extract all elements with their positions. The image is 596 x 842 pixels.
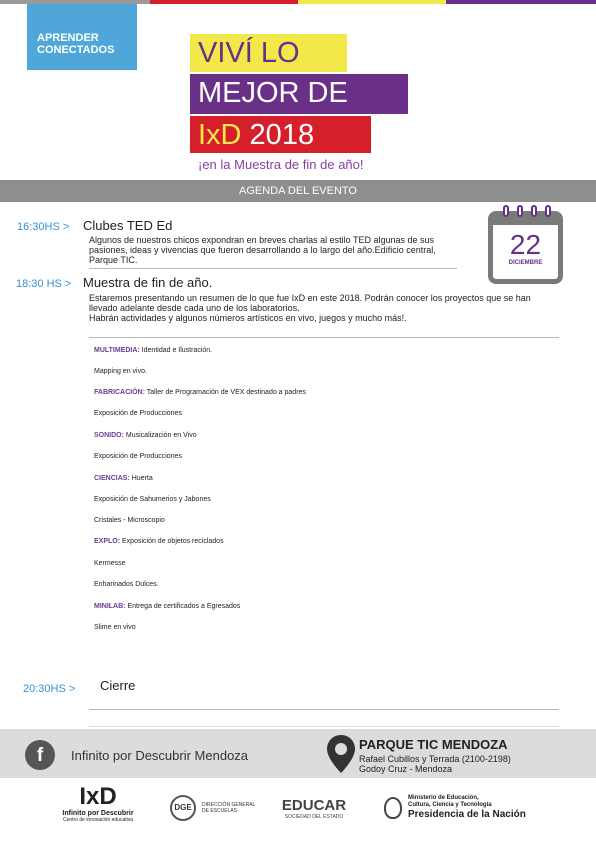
facebook-icon[interactable]: f <box>25 740 55 770</box>
dge-logo-sub: DIRECCIÓN GENERAL DE ESCUELAS <box>202 802 256 814</box>
ministerio-line1: Ministerio de Educación, <box>408 795 479 801</box>
title-line1: VIVÍ LO <box>190 34 347 72</box>
event-1-divider <box>89 268 457 269</box>
activity-text: Entrega de certificados a Egresados <box>125 603 241 610</box>
activity-text: Taller de Programación de VEX destinado a padres <box>144 389 306 396</box>
agenda-bar: AGENDA DEL EVENTO <box>0 180 596 202</box>
activity-text: Enharinados Dulces. <box>94 581 159 588</box>
calendar-ring-3 <box>531 205 537 217</box>
activity-category: MINILAB: <box>94 603 126 610</box>
activity-item <box>94 389 306 396</box>
title-ixd: IxD <box>198 119 242 151</box>
activity-text: Kermesse <box>94 560 126 567</box>
top-strip-purple <box>446 0 596 4</box>
activity-item <box>94 368 147 375</box>
activity-item <box>94 517 165 524</box>
event-2-desc1: Estaremos presentando un resumen de lo que fue IxD en este 2018. Podrán conocer los proyectos que se han llevado adelante desde cada uno de los laboratorios. <box>89 293 531 313</box>
event-1-title: Clubes TED Ed <box>83 218 173 233</box>
event-2-title: Muestra de fin de año. <box>83 275 213 290</box>
activity-text: Exposición de Producciones <box>94 453 182 460</box>
activity-category: MULTIMEDIA: <box>94 347 140 354</box>
location-pin-icon <box>326 734 356 774</box>
activity-text: Huerta <box>129 475 153 482</box>
argentina-shield-icon <box>384 797 402 819</box>
activity-item <box>94 496 211 503</box>
event-3-time: 20:30HS > <box>23 683 76 695</box>
ministerio-line3: Presidencia de la Nación <box>408 809 526 820</box>
event-1-desc: Algunos de nuestros chicos expondran en breves charlas al estilo TED algunas de sus pasiones, ideas y vivencias que fueron desarrollando a lo largo del año.Edificio central, Parque TIC. <box>89 235 436 265</box>
activity-item <box>94 624 136 631</box>
event-2-divider <box>89 337 559 338</box>
footer-top-divider <box>89 726 559 727</box>
venue-addr1: Rafael Cubillos y Terrada (2100-2198) <box>359 754 511 764</box>
ixd-logo-sub: Infinito por Descubrir <box>62 810 134 817</box>
activity-item <box>94 410 182 417</box>
educar-logo-text: EDUCAR <box>281 797 347 814</box>
activity-text: Slime en vivo <box>94 624 136 631</box>
calendar-ring-4 <box>545 205 551 217</box>
aprender-conectados-badge <box>27 4 137 70</box>
event-3-divider <box>89 709 559 710</box>
badge-line2: CONECTADOS <box>37 44 115 56</box>
educar-logo <box>276 797 352 820</box>
calendar-day: 22 <box>509 229 542 260</box>
event-3-title: Cierre <box>100 678 136 693</box>
activity-text: Identidad e Ilustración. <box>139 347 213 354</box>
activity-item <box>94 475 153 482</box>
activity-category: SONIDO: <box>94 432 124 439</box>
title-line3 <box>190 116 371 153</box>
activity-category: CIENCIAS: <box>94 475 130 482</box>
venue-name: PARQUE TIC MENDOZA <box>359 737 508 752</box>
activity-item <box>94 538 224 545</box>
dge-logo-text: DGE <box>174 803 192 812</box>
calendar-ring-2 <box>517 205 523 217</box>
activity-item <box>94 581 159 588</box>
activity-text: Mapping en vivo. <box>94 368 147 375</box>
activity-text: Musicalización en Vivo <box>123 432 197 439</box>
calendar-month: DICIEMBRE <box>508 260 543 266</box>
ixd-logo <box>58 784 138 823</box>
calendar-icon <box>488 211 563 284</box>
event-1-time: 16:30HS > <box>17 221 70 233</box>
activity-item <box>94 603 240 610</box>
activity-text: Cristales - Microscopio <box>94 517 165 524</box>
title-year: 2018 <box>241 119 315 151</box>
ixd-logo-sub2: Centro de innovación educativa <box>62 817 134 823</box>
event-2-time: 18:30 HS > <box>16 278 72 290</box>
calendar-header <box>493 216 558 225</box>
activity-text: Exposición de objetos reciclados <box>120 538 224 545</box>
ministerio-line2: Cultura, Ciencia y Tecnología <box>408 802 492 808</box>
top-strip-red <box>150 0 298 4</box>
activity-category: FABRICACIÓN: <box>94 389 145 396</box>
ixd-logo-text: IxD <box>79 783 117 810</box>
venue-addr2: Godoy Cruz - Mendoza <box>359 764 453 774</box>
dge-emblem-icon <box>170 795 196 821</box>
facebook-label: Infinito por Descubrir Mendoza <box>71 748 249 763</box>
activity-item <box>94 347 212 354</box>
calendar-ring-1 <box>503 205 509 217</box>
title-line2: MEJOR DE <box>190 74 408 114</box>
activity-text: Exposición de Producciones <box>94 410 182 417</box>
activity-category: EXPLO: <box>94 538 121 545</box>
event-2-desc2: Habrán actividades y algunos números artísticos en vivo, juegos y mucho más!. <box>89 313 407 323</box>
educar-logo-sub: SOCIEDAD DEL ESTADO <box>284 814 344 820</box>
activity-text: Exposición de Sahumerios y Jabones <box>94 496 211 503</box>
activity-item <box>94 453 182 460</box>
activity-item <box>94 560 126 567</box>
activity-item <box>94 432 197 439</box>
subtitle: ¡en la Muestra de fin de año! <box>198 157 364 172</box>
badge-line1: APRENDER <box>37 32 99 44</box>
top-strip-yellow <box>298 0 446 4</box>
footer-band <box>0 729 596 778</box>
